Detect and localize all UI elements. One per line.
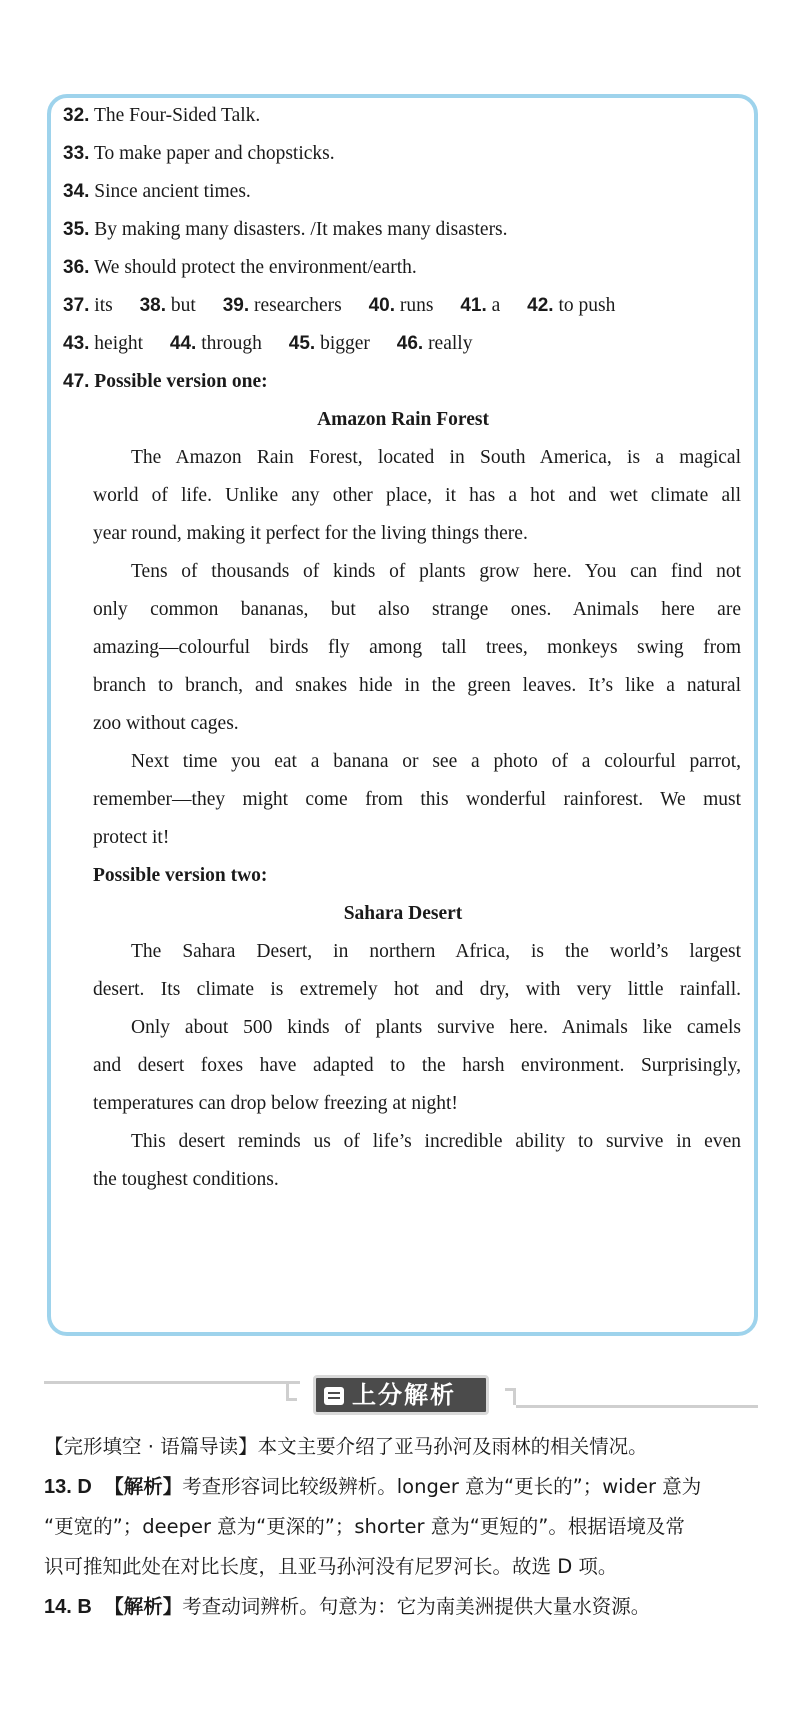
essay-line: protect it! — [93, 827, 170, 848]
essay-line: only common bananas, but also strange ones. Animals here are — [93, 599, 741, 620]
passage-intro: 【完形填空 · 语篇导读】本文主要介绍了亚马孙河及雨林的相关情况。 — [44, 1435, 648, 1458]
essay-line: remember—they might come from this wonderful rainforest. We must — [93, 789, 741, 810]
banner-rule-left — [44, 1381, 300, 1384]
essay-line: the toughest conditions. — [93, 1169, 279, 1190]
essay-title-amazon: Amazon Rain Forest — [317, 409, 489, 430]
essay-line: amazing—colourful birds fly among tall trees, monkeys swing from — [93, 637, 741, 658]
explanation-13-line2: “更宽的”；deeper 意为“更深的”；shorter 意为“更短的”。根据语境及常 — [44, 1515, 685, 1538]
answer-32: 32. The Four-Sided Talk. — [63, 105, 261, 126]
document-icon — [324, 1387, 344, 1405]
answer-35: 35. By making many disasters. /It makes many disasters. — [63, 219, 508, 240]
essay-line: Tens of thousands of kinds of plants grow here. You can find not — [131, 561, 741, 582]
essay-line: Only about 500 kinds of plants survive here. Animals like camels — [131, 1017, 741, 1038]
answer-47-label: 47. Possible version one: — [63, 371, 268, 392]
essay-line: zoo without cages. — [93, 713, 239, 734]
answer-33: 33. To make paper and chopsticks. — [63, 143, 335, 164]
explanation-13-line1: 13. D 【解析】考查形容词比较级辨析。longer 意为“更长的”；wider 意为 — [44, 1475, 702, 1498]
banner-bracket-left — [286, 1384, 297, 1401]
answers-row-37-42: 37. its 38. but 39. researchers 40. runs 41. a 42. to push — [63, 295, 616, 316]
answer-34: 34. Since ancient times. — [63, 181, 251, 202]
explanation-14-line1: 14. B 【解析】考查动词辨析。句意为：它为南美洲提供大量水资源。 — [44, 1595, 651, 1618]
answer-36: 36. We should protect the environment/earth. — [63, 257, 417, 278]
essay-line: temperatures can drop below freezing at night! — [93, 1093, 458, 1114]
essay-line: The Sahara Desert, in northern Africa, is the world’s largest — [131, 941, 741, 962]
banner-bracket-right — [505, 1388, 516, 1405]
answers-row-43-46: 43. height 44. through 45. bigger 46. really — [63, 333, 473, 354]
essay-line: branch to branch, and snakes hide in the green leaves. It’s like a natural — [93, 675, 741, 696]
essay-line: year round, making it perfect for the living things there. — [93, 523, 528, 544]
essay-title-sahara: Sahara Desert — [343, 903, 463, 924]
banner-rule-right — [516, 1405, 758, 1408]
essay-line: Next time you eat a banana or see a photo of a colourful parrot, — [131, 751, 741, 772]
essay-line: world of life. Unlike any other place, it has a hot and wet climate all — [93, 485, 741, 506]
version-two-label: Possible version two: — [93, 865, 268, 886]
essay-line: desert. Its climate is extremely hot and dry, with very little rainfall. — [93, 979, 741, 1000]
essay-line: The Amazon Rain Forest, located in South America, is a magical — [131, 447, 741, 468]
essay-line: This desert reminds us of life’s incredible ability to survive in even — [131, 1131, 741, 1152]
explanation-13-line3: 识可推知此处在对比长度，且亚马孙河没有尼罗河长。故选 D 项。 — [44, 1555, 618, 1578]
section-banner: 上分解析 — [313, 1375, 489, 1415]
essay-line: and desert foxes have adapted to the harsh environment. Surprisingly, — [93, 1055, 741, 1076]
